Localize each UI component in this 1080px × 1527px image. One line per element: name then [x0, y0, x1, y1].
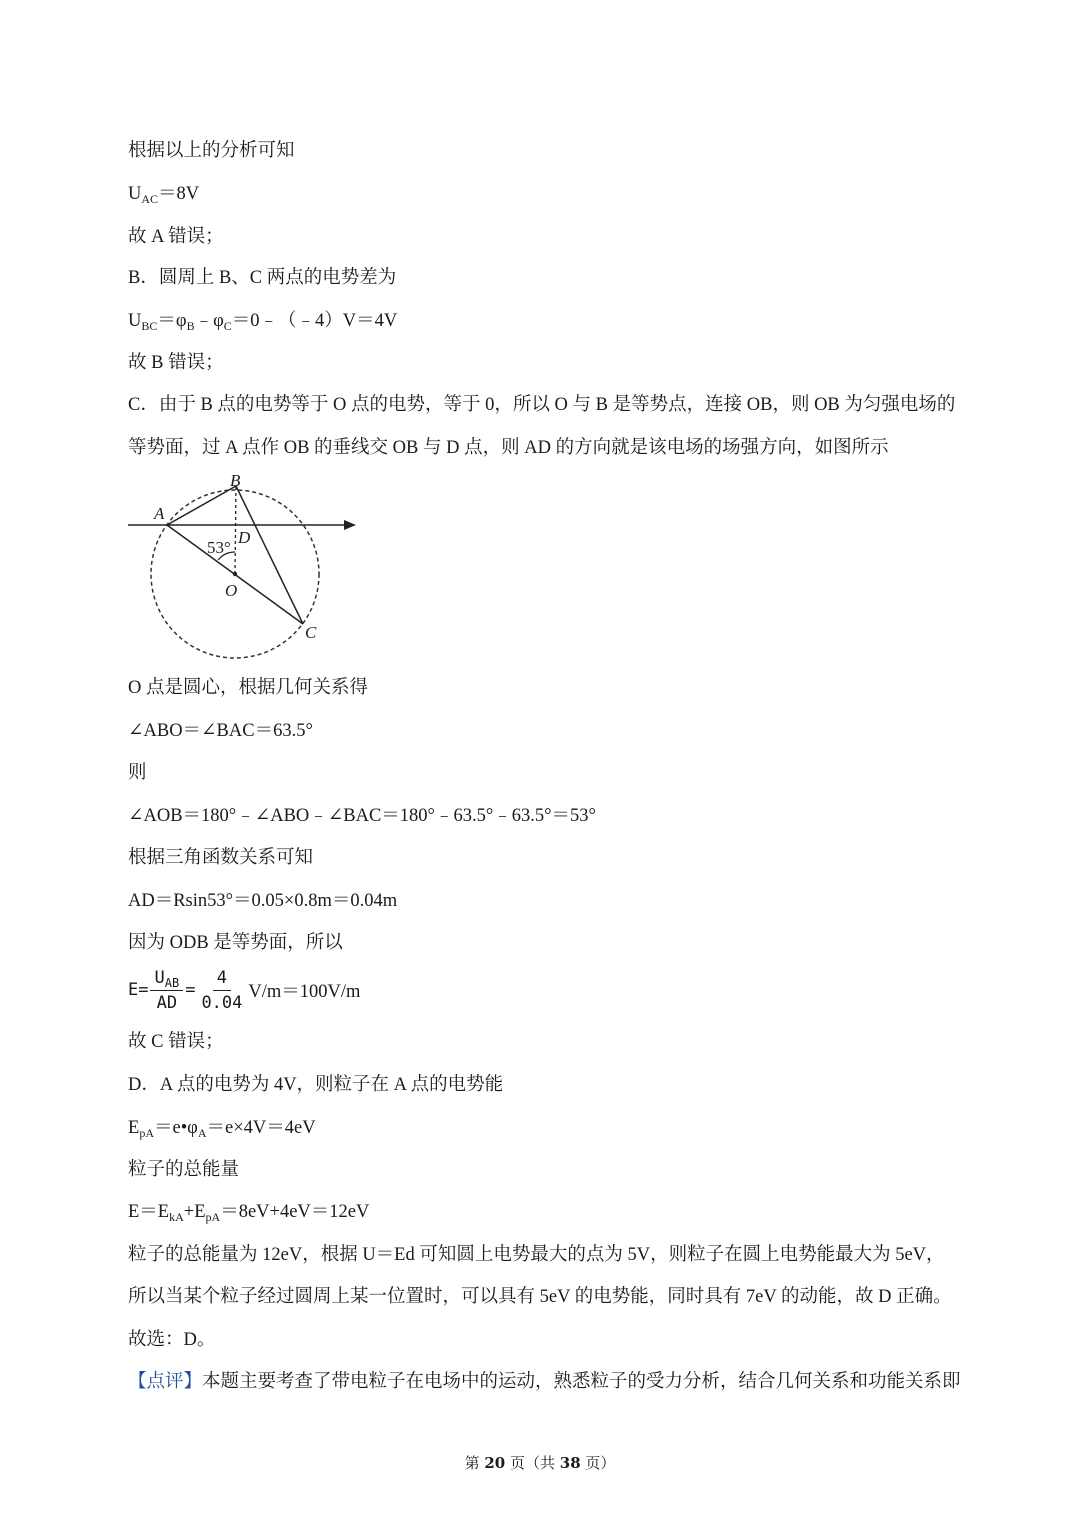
comment-text: 本题主要考查了带电粒子在电场中的运动，熟悉粒子的受力分析，结合几何关系和功能关系即 — [202, 1372, 961, 1392]
equation-epa — [128, 1116, 316, 1140]
geometry-diagram — [120, 466, 370, 666]
text-line: 根据以上的分析可知 — [128, 141, 295, 161]
eq-part: U — [128, 184, 142, 204]
equation-uac — [128, 182, 199, 206]
text-line: ∠AOB＝180°﹣∠ABO﹣∠BAC＝180°﹣63.5°﹣63.5°＝53° — [128, 806, 596, 826]
eq-part: E＝E — [128, 1202, 170, 1222]
point-o — [233, 572, 237, 576]
text-line: 粒子的总能量为 12eV，根据 U＝Ed 可知圆上电势最大的点为 5V，则粒子在圆上电势能最大为 5eV， — [128, 1245, 945, 1265]
eq-part: ＝φ — [157, 311, 187, 331]
eq-part: ＝0﹣（﹣4）V＝4V — [231, 311, 398, 331]
label-o: O — [225, 581, 238, 600]
eq-part: +E — [183, 1202, 206, 1222]
text-line: ∠ABO＝∠BAC＝63.5° — [128, 721, 313, 741]
formula-result: V/m＝100V/m — [248, 982, 361, 1002]
fraction-numerator — [150, 967, 183, 991]
text-line: 则 — [128, 763, 147, 783]
segment-ab — [167, 486, 236, 525]
footer-mid: 页（共 — [505, 1454, 560, 1472]
eq-sub: B — [186, 319, 195, 333]
comment-tag: 【点评】 — [128, 1372, 203, 1392]
text-line: O 点是圆心，根据几何关系得 — [128, 678, 368, 698]
num-sub: AB — [164, 975, 180, 990]
page-total: 38 — [559, 1454, 581, 1472]
formula-lhs: E= — [128, 980, 149, 1000]
eq-sub: A — [197, 1126, 207, 1140]
eq-part: ﹣φ — [194, 311, 224, 331]
eq-sub: C — [223, 319, 232, 333]
text-line: 粒子的总能量 — [128, 1160, 240, 1180]
page-footer — [0, 1452, 1080, 1473]
angle-label: 53° — [207, 538, 231, 557]
eq-sub: pA — [205, 1210, 221, 1224]
segment-ob — [235, 486, 236, 574]
text-line: AD＝Rsin53°＝0.05×0.8m＝0.04m — [128, 891, 398, 911]
fraction-uab-ad — [150, 967, 183, 1014]
field-strength-formula — [128, 962, 360, 1018]
eq-part: ＝8V — [158, 184, 200, 204]
fraction-denominator: AD — [156, 992, 178, 1013]
eq-sub: pA — [139, 1126, 154, 1140]
text-line: 因为 ODB 是等势面，所以 — [128, 933, 343, 953]
text-line: B．圆周上 B、C 两点的电势差为 — [128, 268, 397, 288]
fraction-values — [197, 967, 246, 1014]
segment-bc — [236, 486, 303, 624]
text-line: D．A 点的电势为 4V，则粒子在 A 点的电势能 — [128, 1075, 504, 1095]
footer-suffix: 页） — [580, 1454, 616, 1472]
eq-part: U — [128, 311, 142, 331]
eq-part: E — [128, 1118, 140, 1138]
eq-sub: kA — [169, 1210, 184, 1224]
text-line: 故 C 错误； — [128, 1032, 224, 1052]
equation-ubc — [128, 309, 397, 333]
eq-sub: AC — [141, 192, 159, 206]
fraction-numerator: 4 — [213, 967, 231, 991]
text-line: 故选：D。 — [128, 1330, 216, 1350]
text-line: 根据三角函数关系可知 — [128, 848, 314, 868]
text-line: 故 A 错误； — [128, 227, 224, 247]
label-a: A — [154, 504, 165, 523]
footer-prefix: 第 — [464, 1454, 485, 1472]
label-b: B — [230, 471, 241, 490]
label-c: C — [305, 623, 317, 642]
text-line: 故 B 错误； — [128, 353, 224, 373]
equation-total-energy — [128, 1200, 369, 1224]
fraction-denominator: 0.04 — [201, 992, 243, 1013]
num-main: U — [154, 967, 165, 988]
eq-part: ＝8eV+4eV＝12eV — [220, 1202, 370, 1222]
eq-sub: BC — [141, 319, 158, 333]
label-d: D — [238, 528, 251, 547]
formula-equals: = — [185, 980, 196, 1000]
text-line: 等势面，过 A 点作 OB 的垂线交 OB 与 D 点，则 AD 的方向就是该电场的场强方向，如图所示 — [128, 438, 889, 458]
text-line: C．由于 B 点的电势等于 O 点的电势，等于 0，所以 O 与 B 是等势点，连接 OB，则 OB 为匀强电场的 — [128, 395, 956, 415]
eq-part: ＝e•φ — [153, 1118, 198, 1138]
arrow-head-icon — [344, 520, 356, 530]
eq-part: ＝e×4V＝4eV — [206, 1118, 316, 1138]
page-number: 20 — [484, 1454, 506, 1472]
comment-line — [128, 1370, 961, 1394]
text-line: 所以当某个粒子经过圆周上某一位置时，可以具有 5eV 的电势能，同时具有 7eV 的动能，故 D 正确。 — [128, 1287, 952, 1307]
